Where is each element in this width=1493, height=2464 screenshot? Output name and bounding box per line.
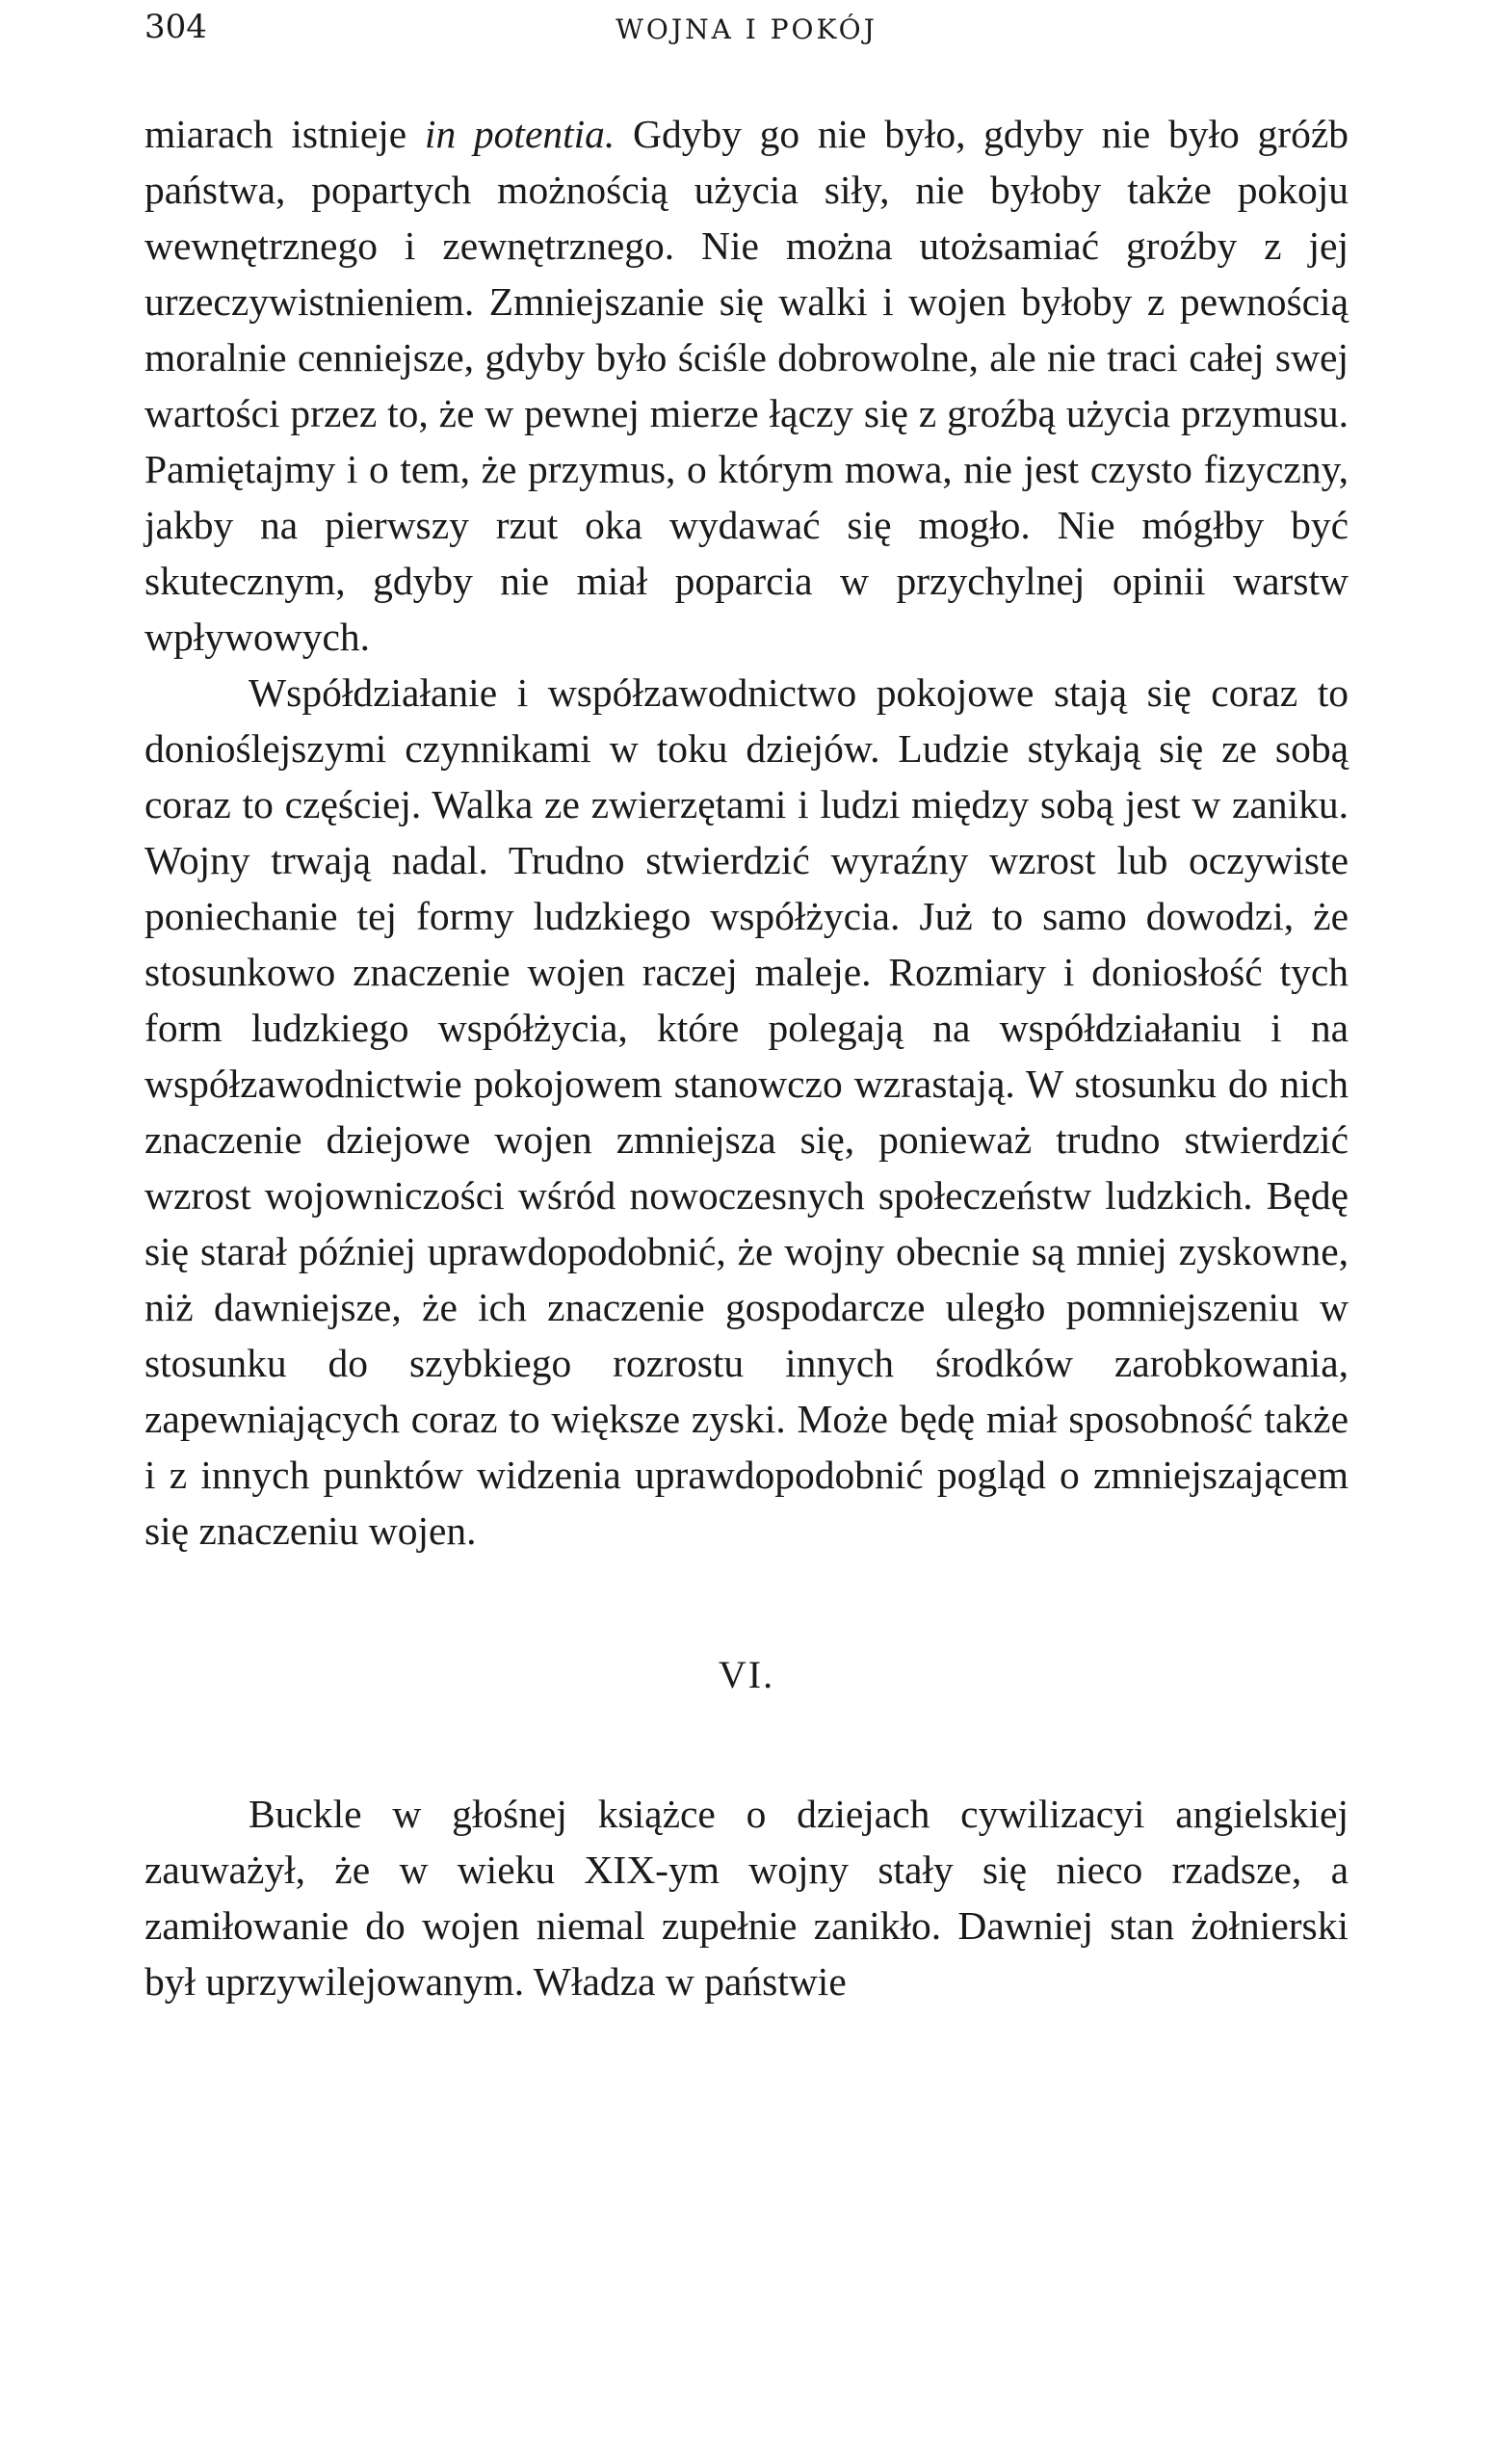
paragraph-buckle: Buckle w głośnej książce o dziejach cywilizacyi angielskiej zauważył, że w wieku XIX-ym wojny stały się nieco rzadsze, a zamiłowanie do wojen niemal zupełnie zanikło. Dawniej stan żołnierski był uprzywilejowanym. Władza w państwie	[144, 1792, 1349, 2004]
italic-phrase: in potentia.	[424, 112, 616, 156]
paragraph-1-text-start: miarach istnieje	[144, 112, 425, 156]
page-number: 304	[144, 8, 207, 46]
paragraph-continued	[144, 106, 1349, 665]
running-head: WOJNA I POKÓJ	[616, 13, 877, 45]
paragraph-1-text-rest: Gdyby go nie było, gdyby nie było gróźb państwa, popartych możnością użycia siły, nie byłoby także pokoju wewnętrznego i zewnętrznego. Nie można utożsamiać groźby z jej urzeczywistnieniem. Zmniejszanie się walki i wojen byłoby z pewnością moralnie cenniejsze, gdyby było ściśle dobrowolne, ale nie traci całej swej wartości przez to, że w pewnej mierze łączy się z groźbą użycia przymusu. Pamiętajmy i o tem, że przymus, o którym mowa, nie jest czysto fizyczny, jakby na pierwszy rzut oka wydawać się mogło. Nie mógłby być skutecznym, gdyby nie miał poparcia w przychylnej opinii warstw wpływowych.	[144, 112, 1349, 659]
paragraph-cooperation: Współdziałanie i współzawodnictwo pokojowe stają się coraz to donioślejszymi czynnikami w toku dziejów. Ludzie stykają się ze sobą coraz to częściej. Walka ze zwierzętami i ludzi między sobą jest w zaniku. Wojny trwają nadal. Trudno stwierdzić wyraźny wzrost lub oczywiste poniechanie tej formy ludzkiego współżycia. Już to samo dowodzi, że stosunkowo znaczenie wojen raczej maleje. Rozmiary i doniosłość tych form ludzkiego współżycia, które polegają na współdziałaniu i na współzawodnictwie pokojowem stanowczo wzrastają. W stosunku do nich znaczenie dziejowe wojen zmniejsza się, ponieważ trudno stwierdzić wzrost wojowniczości wśród nowoczesnych społeczeństw ludzkich. Będę się starał później uprawdopodobnić, że wojny obecnie są mniej zyskowne, niż dawniejsze, że ich znaczenie gospodarcze uległo pomniejszeniu w stosunku do szybkiego rozrostu innych środków zarobkowania, zapewniających coraz to większe zyski. Może będę miał sposobność także i z innych punktów widzenia uprawdopodobnić pogląd o zmniejszającem się znaczeniu wojen.	[144, 670, 1349, 1553]
section-heading: VI.	[718, 1653, 775, 1696]
page-body	[144, 106, 1349, 2009]
